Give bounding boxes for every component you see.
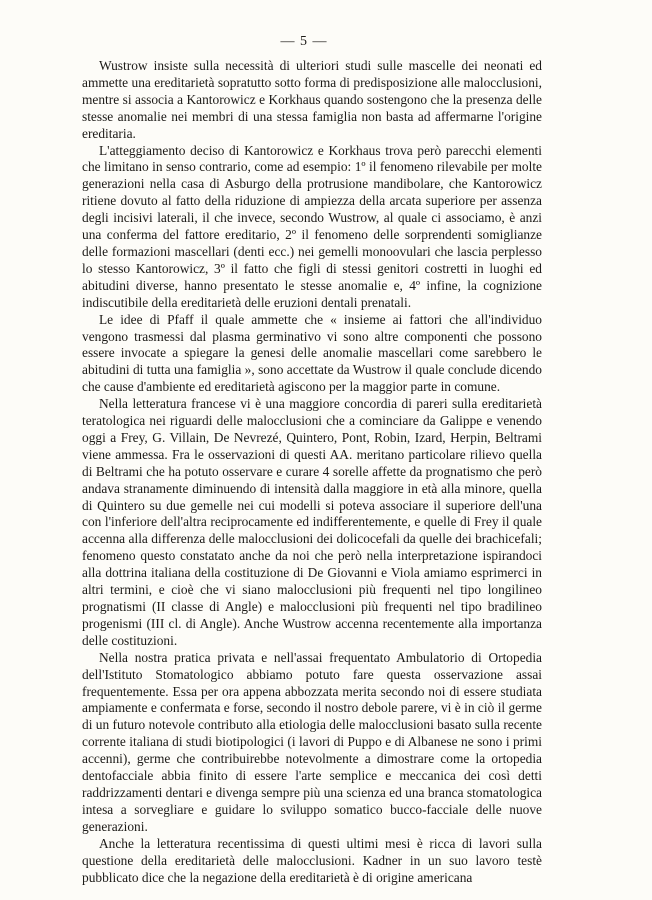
- paragraph-6: Anche la letteratura recentissima di questi ultimi mesi è ricca di lavori sulla questione della ereditarietà delle malocclusioni. Kadner in un suo lavoro testè pubblicato dice che la negazione della ereditarietà è di origine americana: [82, 835, 542, 885]
- paragraph-3: Le idee di Pfaff il quale ammette che « insieme ai fattori che all'individuo vengono trasmessi dal plasma germinativo vi sono altre componenti che possono essere invocate a spiegare la genesi delle anomalie mascellari come sarebbero le abitudini di tutta una famiglia », sono accettate da Wustrow il quale conclude dicendo che cause d'ambiente ed ereditarietà agiscono per la maggior parte in comune.: [82, 311, 542, 395]
- paragraph-2: L'atteggiamento deciso di Kantorowicz e Korkhaus trova però parecchi elementi che limitano in senso contrario, come ad esempio: 1º il fenomeno rilevabile per molte generazioni nella casa di Asburgo della protrusione mandibolare, che Kantorowicz ritiene dovuto al fatto della riduzione di ampiezza della arcata superiore per assenza degli incisivi laterali, il che invece, secondo Wustrow, al quale ci associamo, è anzi una conferma del fattore ereditario, 2º il fenomeno delle sorprendenti somiglianze delle formazioni mascellari (denti ecc.) nei gemelli monoovulari che lascia perplesso lo stesso Kantorowicz, 3º il fatto che figli di stessi genitori costretti in luoghi ed abitudini diverse, hanno presentato le stesse anomalie e, 4º infine, la cognizione indiscutibile della ereditarietà delle eruzioni dentali prenatali.: [82, 142, 542, 310]
- paragraph-4: Nella letteratura francese vi è una maggiore concordia di pareri sulla ereditarietà teratologica nei riguardi delle malocclusioni che a cominciare da Galippe e venendo oggi a Frey, G. Villain, De Nevrezé, Quintero, Pont, Robin, Izard, Herpin, Beltrami viene ammessa. Fra le osservazioni di questi AA. meritano particolare rilievo quella di Beltrami che ha potuto osservare e curare 4 sorelle affette da prognatismo che però andava stranamente diminuendo di intensità dalla maggiore in età alla minore, quella di Quintero su due gemelle nei cui modelli si poteva associare il superiore dell'una con l'inferiore dell'altra reciprocamente ed indifferentemente, e quelle di Frey il quale accenna alla differenza delle malocclusioni dei dolicocefali da quelle dei brachicefali; fenomeno questo constatato anche da noi che però nella interpretazione ispirandoci alla dottrina italiana della costituzione di De Giovanni e Viola amiamo esprimerci in altri termini, e cioè che vi siano malocclusioni più frequenti nel tipo longilineo prognatismi (II classe di Angle) e malocclusioni più frequenti nel tipo bradilineo progenismi (III cl. di Angle). Anche Wustrow accenna recentemente alla importanza delle costituzioni.: [82, 396, 542, 648]
- body-text: [82, 58, 542, 886]
- page-number: — 5 —: [280, 34, 328, 49]
- paragraph-5: Nella nostra pratica privata e nell'assai frequentato Ambulatorio di Ortopedia dell'Istituto Stomatologico abbiamo potuto fare questa osservazione assai frequentemente. Essa per ora appena abbozzata merita secondo noi di essere studiata ampiamente e confermata e forse, secondo il nostro debole parere, vi è in ciò il germe di un futuro notevole contributo alla etiologia delle malocclusioni basato sulla recente corrente italiana di studi biotipologici (i lavori di Puppo e di Albanese ne sono i primi accenni), germe che contribuirebbe notevolmente a dimostrare come la ortopedia dentofacciale abbia finito di essere l'arte semplice e meccanica dei così detti raddrizzamenti dentari e divenga sempre più una scienza ed una branca stomatologica intesa a sorvegliare e guidare lo sviluppo somatico bucco-facciale delle nuove generazioni.: [82, 649, 542, 834]
- paragraph-1: Wustrow insiste sulla necessità di ulteriori studi sulle mascelle dei neonati ed ammette una ereditarietà sopratutto sotto forma di predisposizione alle malocclusioni, mentre si associa a Kantorowicz e Korkhaus quando sostengono che la presenza delle stesse anomalie nei membri di una stessa famiglia non basta ad affermarne l'origine ereditaria.: [82, 58, 542, 141]
